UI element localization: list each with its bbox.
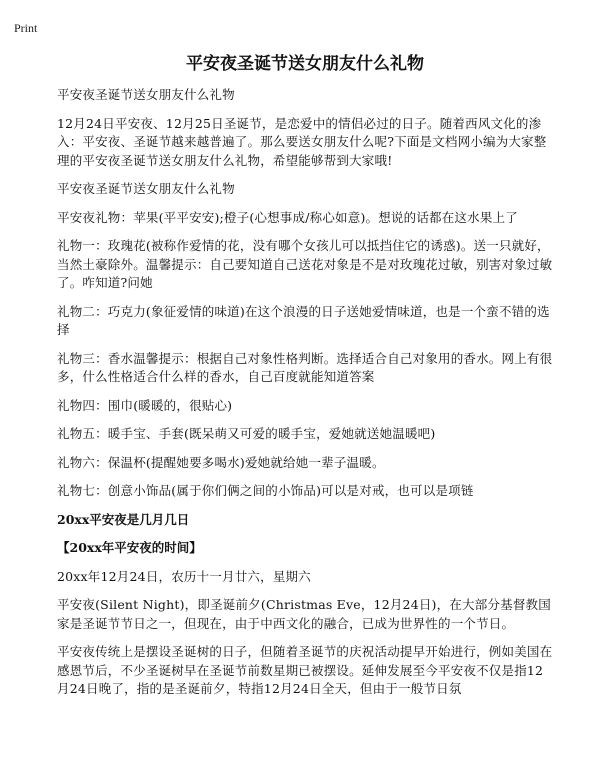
document-title: 平安夜圣诞节送女朋友什么礼物 bbox=[186, 54, 424, 74]
section-heading: 20xx平安夜是几月几日 bbox=[57, 511, 190, 527]
paragraph: 礼物一：玫瑰花(被称作爱情的花，没有哪个女孩儿可以抵挡住它的诱惑)。送一只就好，当然土豪除外。温馨提示：自己要知道自己送花对象是不是对玫瑰花过敏，别害对象过敏了。咋知道?问她 bbox=[57, 238, 553, 290]
print-link[interactable]: Print bbox=[14, 21, 38, 35]
paragraph: 平安夜(Silent Night)，即圣诞前夕(Christmas Eve，12月24日)，在大部分基督教国家是圣诞节节日之一，但现在，由于中西文化的融合，已成为世界性的一个节日。 bbox=[57, 597, 551, 631]
paragraph: 平安夜圣诞节送女朋友什么礼物 bbox=[57, 181, 235, 196]
paragraph: 礼物五：暖手宝、手套(既呆萌又可爱的暖手宝，爱她就送她温暖吧) bbox=[57, 426, 436, 441]
paragraph: 12月24日平安夜、12月25日圣诞节，是恋爱中的情侣必过的日子。随着西风文化的渗入：平安夜、圣诞节越来越普遍了。那么要送女朋友什么呢?下面是文档网小编为大家整理的平安夜圣诞节送女朋友什么礼物，希望能够帮到大家哦! bbox=[57, 115, 547, 168]
paragraph: 平安夜圣诞节送女朋友什么礼物 bbox=[57, 87, 235, 102]
paragraph: 平安夜礼物：苹果(平平安安);橙子(心想事成/称心如意)。想说的话都在这水果上了 bbox=[57, 209, 518, 225]
paragraph: 礼物四：围巾(暖暖的，很贴心) bbox=[57, 397, 233, 413]
bracket-heading: 【20xx年平安夜的时间】 bbox=[57, 540, 202, 555]
paragraph: 礼物六：保温杯(提醒她要多喝水)爱她就给她一辈子温暖。 bbox=[57, 454, 385, 470]
document-page bbox=[57, 52, 553, 709]
paragraph: 礼物二：巧克力(象征爱情的味道)在这个浪漫的日子送她爱情味道，也是一个蛮不错的选择 bbox=[57, 303, 550, 337]
paragraph: 20xx年12月24日，农历十一月廿六，星期六 bbox=[57, 568, 311, 584]
paragraph: 礼物三：香水温馨提示：根据自己对象性格判断。选择适合自己对象用的香水。网上有很多，什么性格适合什么样的香水，自己百度就能知道答案 bbox=[57, 350, 553, 384]
paragraph: 平安夜传统上是摆设圣诞树的日子，但随着圣诞节的庆祝活动提早开始进行，例如美国在感恩节后，不少圣诞树早在圣诞节前数星期已被摆设。延伸发展至今平安夜不仅是指12月24日晚了，指的是圣诞前夕，特指12月24日全天，但由于一般节日氛 bbox=[57, 644, 553, 696]
paragraph: 礼物七：创意小饰品(属于你们俩之间的小饰品)可以是对戒，也可以是项链 bbox=[57, 483, 474, 498]
